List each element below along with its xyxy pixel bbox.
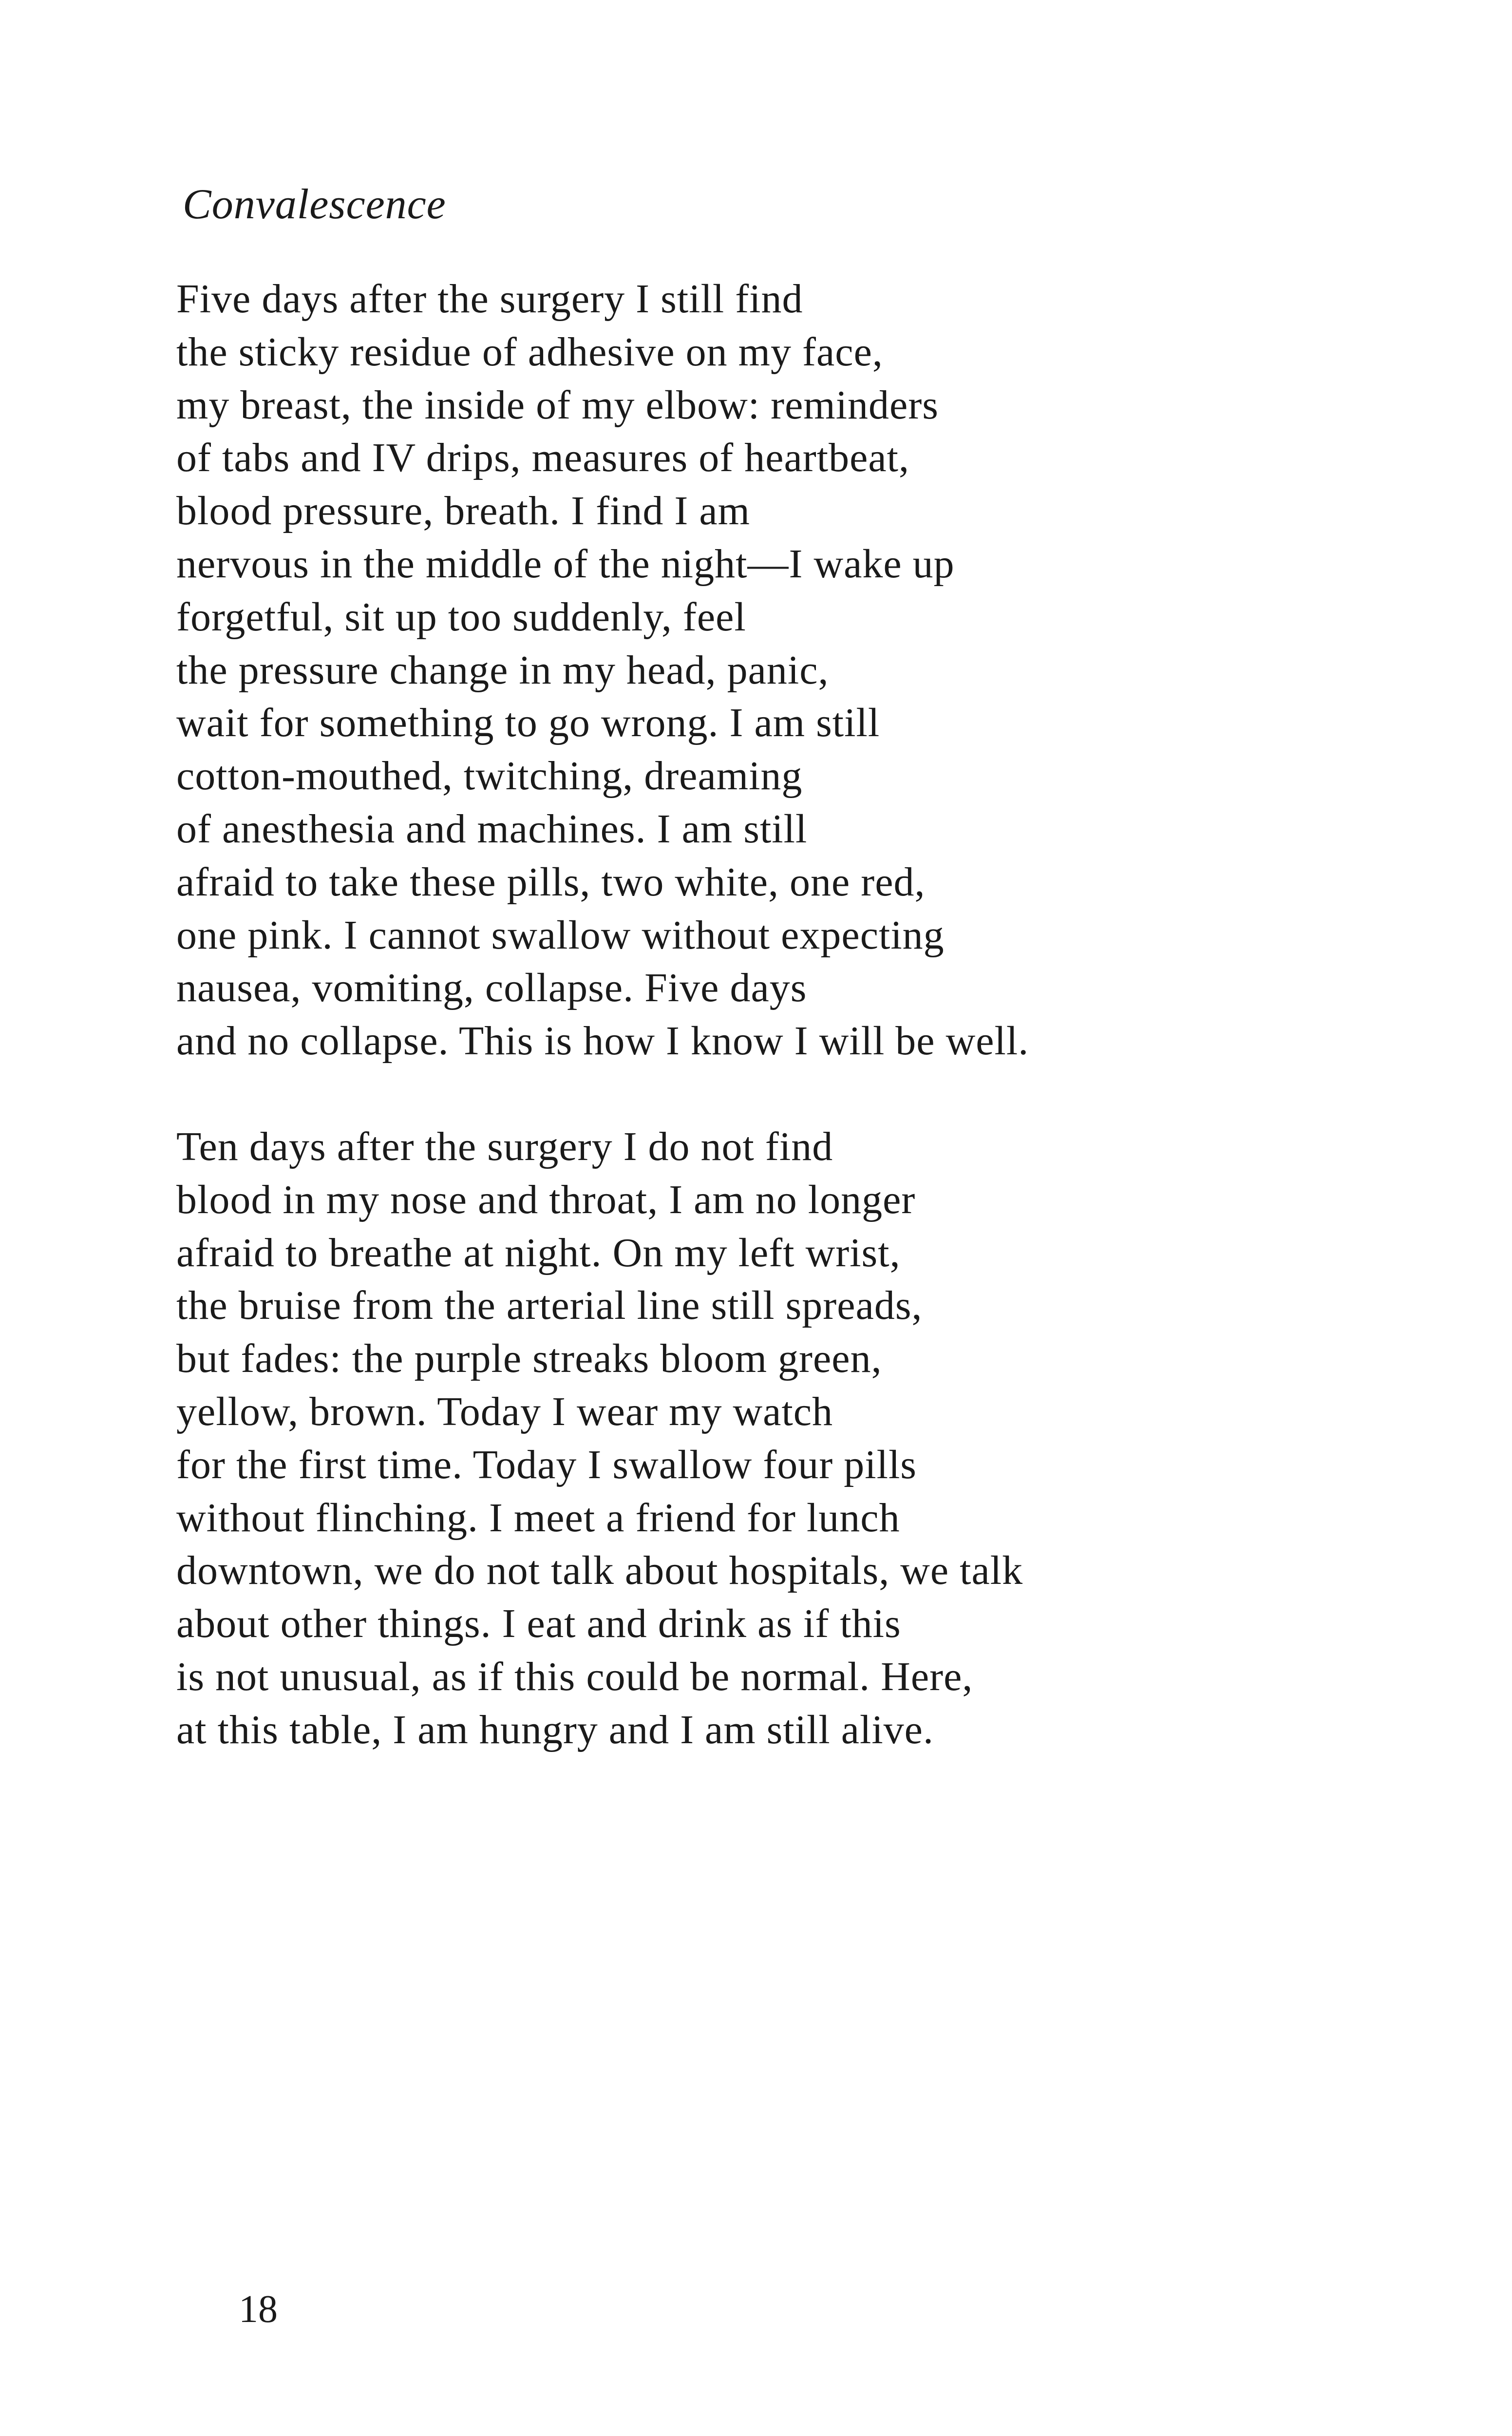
- poem-line: at this table, I am hungry and I am still alive.: [176, 1707, 934, 1752]
- poem-line: my breast, the inside of my elbow: reminders: [176, 382, 939, 428]
- poem-line: forgetful, sit up too suddenly, feel: [176, 594, 746, 640]
- poem-line: about other things. I eat and drink as if this: [176, 1601, 901, 1647]
- poem-line: and no collapse. This is how I know I will be well.: [176, 1018, 1029, 1064]
- poem-line: the bruise from the arterial line still spreads,: [176, 1283, 923, 1329]
- poem-line: the sticky residue of adhesive on my face,: [176, 329, 883, 375]
- poem-line: cotton-mouthed, twitching, dreaming: [176, 753, 803, 799]
- poem-line: wait for something to go wrong. I am still: [176, 700, 880, 746]
- poem-line: is not unusual, as if this could be normal. Here,: [176, 1654, 973, 1699]
- poem-line: downtown, we do not talk about hospitals, we talk: [176, 1548, 1023, 1594]
- poem-line: afraid to take these pills, two white, one red,: [176, 859, 926, 905]
- page-number: 18: [239, 2288, 278, 2331]
- poem-line: blood pressure, breath. I find I am: [176, 488, 750, 534]
- poem-line: without flinching. I meet a friend for lunch: [176, 1495, 900, 1541]
- poem-line: of tabs and IV drips, measures of heartbeat,: [176, 435, 909, 481]
- poem-line: nausea, vomiting, collapse. Five days: [176, 965, 807, 1011]
- poem-line: for the first time. Today I swallow four pills: [176, 1442, 917, 1487]
- poem-line: of anesthesia and machines. I am still: [176, 806, 808, 852]
- stanza-2: [176, 1121, 1023, 1757]
- poem-line: blood in my nose and throat, I am no longer: [176, 1177, 916, 1222]
- poem-line: Five days after the surgery I still find: [176, 276, 803, 322]
- poem-line: the pressure change in my head, panic,: [176, 647, 829, 693]
- stanza-1: [176, 273, 1029, 1068]
- poem-line: afraid to breathe at night. On my left wrist,: [176, 1230, 901, 1275]
- poem-line: nervous in the middle of the night—I wake up: [176, 541, 955, 587]
- poem-title: Convalescence: [183, 181, 446, 228]
- poem-line: but fades: the purple streaks bloom green,: [176, 1336, 882, 1382]
- poem-line: yellow, brown. Today I wear my watch: [176, 1389, 833, 1434]
- poem-line: Ten days after the surgery I do not find: [176, 1124, 833, 1169]
- poem-line: one pink. I cannot swallow without expecting: [176, 912, 945, 958]
